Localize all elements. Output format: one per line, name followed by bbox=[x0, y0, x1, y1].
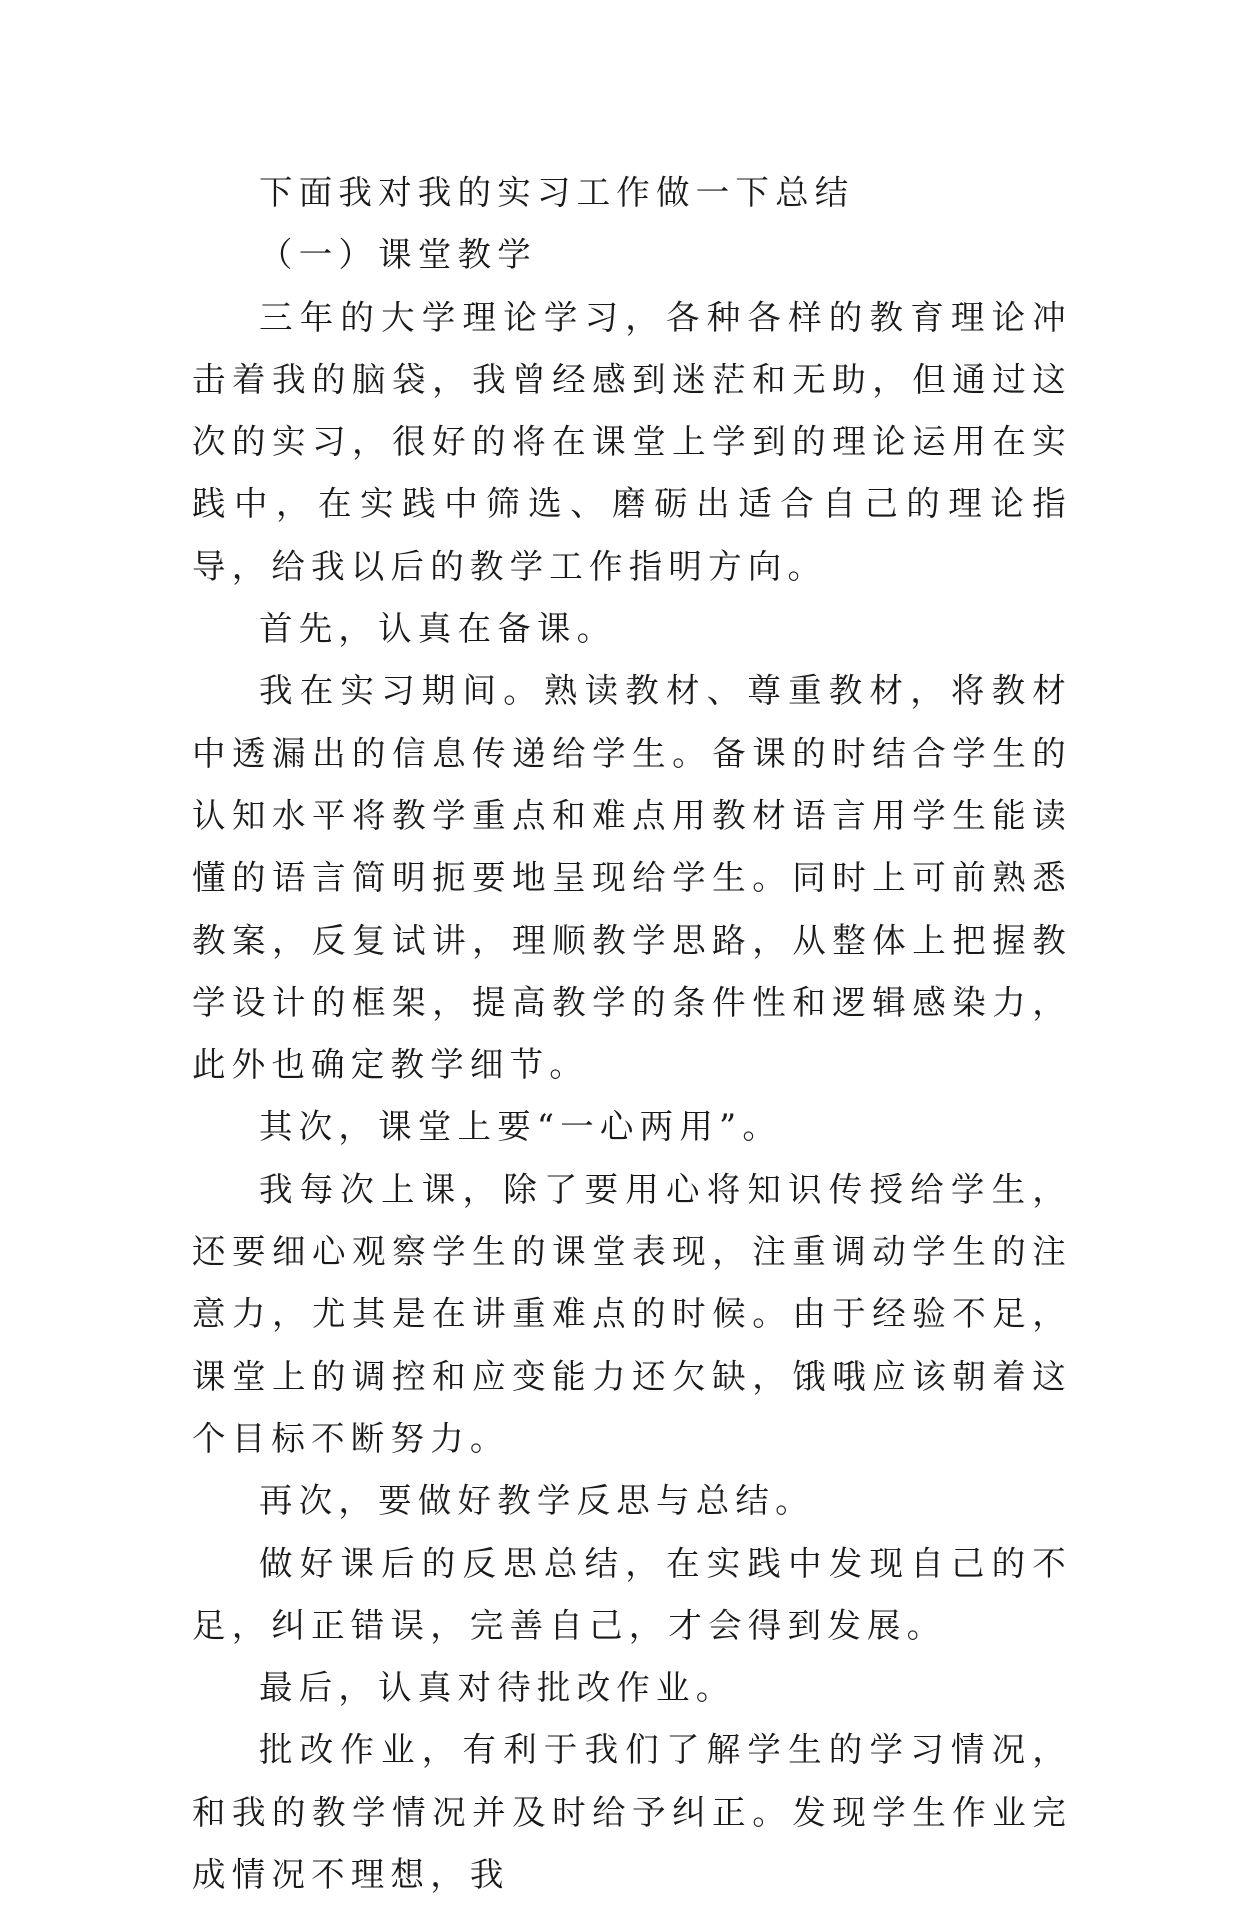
subheading-dual-attention: 其次，课堂上要“一心两用”。 bbox=[259, 1107, 783, 1147]
paragraph-reflection: 做好课后的反思总结，在实践中发现自己的不足，纠正错误，完善自己，才会得到发展。 bbox=[192, 1543, 1072, 1645]
paragraph-dual-attention: 我每次上课，除了要用心将知识传授给学生，还要细心观察学生的课堂表现，注重调动学生的注意力，尤其是在讲重难点的时候。由于经验不足，课堂上的调控和应变能力还欠缺，饿哦应该朝着这个目标不断努力。 bbox=[192, 1169, 1072, 1458]
subheading-homework-correction: 最后，认真对待批改作业。 bbox=[259, 1668, 736, 1708]
paragraph-theory-practice: 三年的大学理论学习，各种各样的教育理论冲击着我的脑袋，我曾经感到迷茫和无助，但通过这次的实习，很好的将在课堂上学到的理论运用在实践中，在实践中筛选、磨砺出适合自己的理论指导，给我以后的教学工作指明方向。 bbox=[192, 297, 1072, 586]
subheading-reflection: 再次，要做好教学反思与总结。 bbox=[259, 1481, 815, 1521]
section-heading-classroom-teaching: （一）课堂教学 bbox=[259, 235, 537, 275]
subheading-lesson-preparation: 首先，认真在备课。 bbox=[259, 609, 617, 649]
paragraph-intro: 下面我对我的实习工作做一下总结 bbox=[259, 173, 855, 212]
document-body bbox=[192, 162, 1072, 1906]
paragraph-homework-correction: 批改作业，有利于我们了解学生的学习情况，和我的教学情况并及时给予纠正。发现学生作业完成情况不理想，我 bbox=[192, 1730, 1072, 1895]
paragraph-lesson-preparation: 我在实习期间。熟读教材、尊重教材，将教材中透漏出的信息传递给学生。备课的时结合学生的认知水平将教学重点和难点用教材语言用学生能读懂的语言简明扼要地呈现给学生。同时上可前熟悉教案，反复试讲，理顺教学思路，从整体上把握教学设计的框架，提高教学的条件性和逻辑感染力，此外也确定教学细节。 bbox=[192, 671, 1072, 1085]
